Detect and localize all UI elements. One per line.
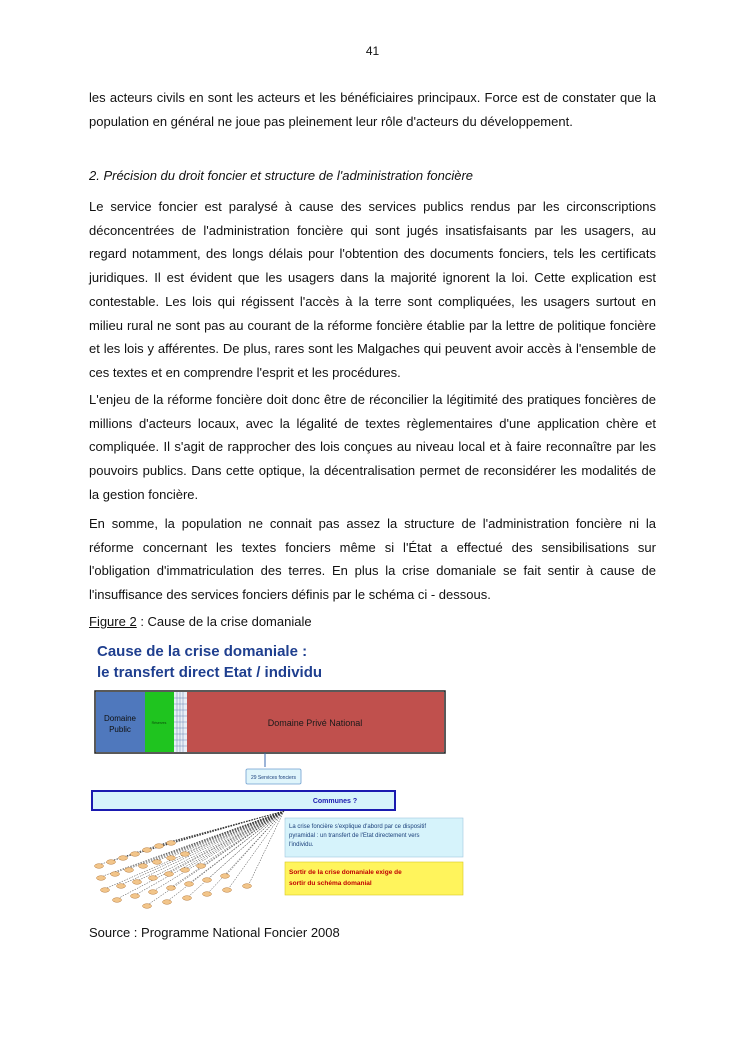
individual-marker (119, 856, 128, 861)
individual-marker (117, 884, 126, 889)
individual-marker (139, 864, 148, 869)
individual-marker (95, 864, 104, 869)
individual-marker (167, 886, 176, 891)
individual-marker (97, 876, 106, 881)
communes-label: Communes ? (312, 798, 358, 805)
individual-marker (107, 860, 116, 865)
individual-marker (131, 852, 140, 857)
individual-marker (203, 878, 212, 883)
domaine-public-label-1: Domaine (103, 714, 137, 723)
individual-marker (113, 898, 122, 903)
individual-marker (167, 856, 176, 861)
note-box-2-line2: sortir du schéma domanial (289, 880, 372, 887)
fan-line (249, 811, 284, 884)
paragraph-3-text: L'enjeu de la réforme foncière doit donc être de réconcilier la légitimité des pratiques foncières de millions d'acteurs locaux, avec la légalité de textes règlementaires d'une application chère et compliquée. Il s'agit de rapprocher des lois conçues au niveau local et à faire reconnaître par les pouvoirs publics. Dans cette optique, la décentralisation permet de reconsidérer les modalités de la gestion foncière. (89, 392, 656, 502)
diagram-title-line2: le transfert direct Etat / individu (97, 664, 323, 681)
individual-marker (133, 880, 142, 885)
individual-marker (183, 896, 192, 901)
individual-marker (223, 888, 232, 893)
paragraph-4-text: En somme, la population ne connait pas assez la structure de l'administration foncière ni la réforme concernant les textes fonciers même si l'État a effectué des sensibilisations sur l'obligation d'immatriculation des terres. En plus la crise domaniale se fait sentir à cause de l'insuffisance des services fonciers définis par le schéma ci - dessous. (89, 516, 656, 603)
paragraph-2 (89, 195, 656, 385)
individual-marker (181, 868, 190, 873)
individuals-group (95, 841, 252, 909)
page-number: 41 (365, 44, 380, 58)
paragraph-4 (89, 512, 656, 607)
individual-marker (185, 882, 194, 887)
domaine-public-label-2: Public (109, 725, 131, 734)
fan-line (187, 811, 284, 868)
individual-marker (165, 872, 174, 877)
note-box-1-line3: l'individu. (289, 842, 314, 848)
individual-marker (167, 841, 176, 846)
green-block-label: Réserves (151, 721, 167, 725)
individual-marker (155, 844, 164, 849)
fan-line (101, 811, 284, 864)
individual-marker (221, 874, 230, 879)
individual-marker (143, 904, 152, 909)
source-note: Source : Programme National Foncier 2008 (89, 925, 340, 940)
individual-marker (101, 888, 110, 893)
diagram-svg (89, 640, 469, 910)
individual-marker (149, 876, 158, 881)
figure-diagram (89, 640, 469, 910)
fan-line (173, 811, 284, 856)
fan-line (209, 811, 284, 892)
individual-marker (163, 900, 172, 905)
individual-marker (203, 892, 212, 897)
note-box-2 (285, 862, 463, 895)
fan-lines (101, 811, 284, 904)
figure-label: Figure 2 (89, 614, 137, 629)
paragraph-1-text: les acteurs civils en sont les acteurs et les bénéficiaires principaux. Force est de constater que la population en général ne joue pas pleinement leur rôle d'acteurs du développement. (89, 90, 656, 129)
figure-caption-text: : Cause de la crise domaniale (136, 614, 312, 629)
individual-marker (153, 860, 162, 865)
individual-marker (181, 852, 190, 857)
individual-marker (243, 884, 252, 889)
individual-marker (143, 848, 152, 853)
note-box-2-line1: Sortir de la crise domaniale exige de (289, 869, 402, 876)
fan-line (107, 811, 284, 888)
individual-marker (149, 890, 158, 895)
individual-marker (197, 864, 206, 869)
paragraph-1 (89, 86, 656, 133)
figure-caption (89, 614, 312, 629)
section-heading: 2. Précision du droit foncier et structure de l'administration foncière (89, 168, 474, 183)
domaine-prive-label: Domaine Privé National (267, 718, 363, 728)
diagram-title-line1: Cause de la crise domaniale : (97, 643, 308, 660)
services-label: 29 Services fonciers (250, 775, 297, 781)
individual-marker (125, 868, 134, 873)
individual-marker (111, 872, 120, 877)
paragraph-3 (89, 388, 656, 507)
note-box-1-line1: La crise foncière s'explique d'abord par ce dispositif (289, 824, 427, 830)
paragraph-2-text: Le service foncier est paralysé à cause des services publics rendus par les circonscriptions déconcentrées de l'administration foncière qui sont jugés insatisfaisants par les usagers, au regard notamment, des longs délais pour l'obtention des documents fonciers, tels les certificats juridiques. Il est évident que les usagers dans la majorité ignorent la loi. Cette explication est contestable. Les lois qui régissent l'accès à la terre sont compliquées, les usagers surtout en milieu rural ne sont pas au courant de la réforme foncière établie par la lettre de politique foncière et les lois y afférentes. De plus, rares sont les Malgaches qui peuvent avoir accès à l'ensemble de ces textes et en comprendre l'esprit et les procédures. (89, 199, 656, 380)
note-box-1-line2: pyramidal : un transfert de l'Etat directement vers (289, 833, 420, 839)
individual-marker (131, 894, 140, 899)
